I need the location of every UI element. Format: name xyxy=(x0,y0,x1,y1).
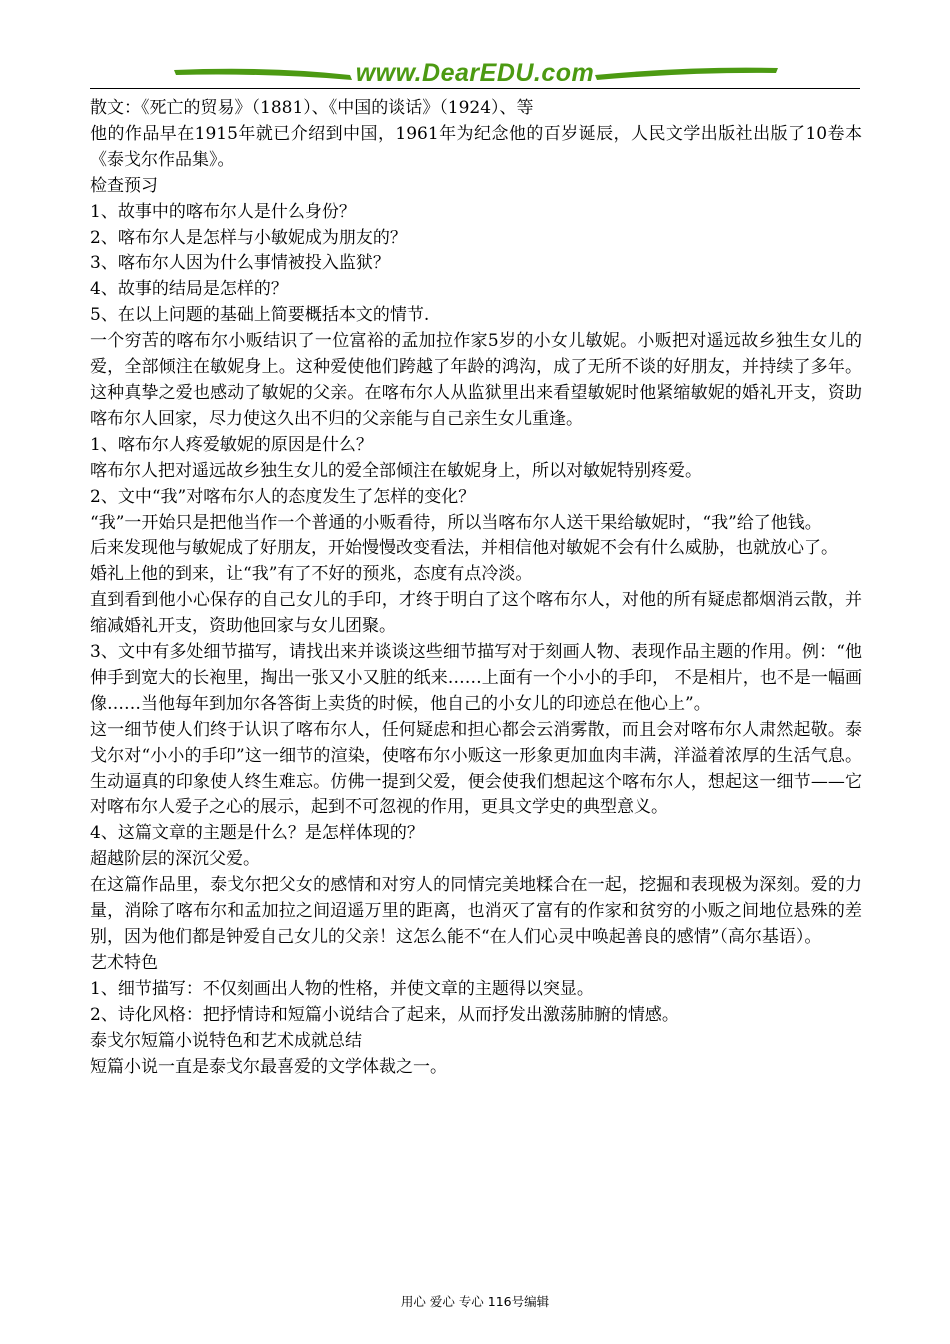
list-item: 2、诗化风格：把抒情诗和短篇小说结合了起来，从而抒发出激荡肺腑的情感。 xyxy=(90,1004,679,1025)
document-body xyxy=(90,96,862,1080)
question: 1、喀布尔人疼爱敏妮的原因是什么？ xyxy=(90,434,373,455)
question: 2、文中“我”对喀布尔人的态度发生了怎样的变化？ xyxy=(90,486,476,507)
question: 3、文中有多处细节描写，请找出来并谈谈这些细节描写对于刻画人物、表现作品主题的作用。例：“他伸手到宽大的长袍里，掏出一张又小又脏的纸来……上面有一个小小的手印， 不是相片，也不是一幅画像……当他每年到加尔各答街上卖货的时候，他自己的小女儿的印迹总在他心上”。 xyxy=(90,642,862,714)
list-item: 1、细节描写：不仅刻画出人物的性格，并使文章的主题得以突显。 xyxy=(90,978,594,999)
answer: 直到看到他小心保存的自己女儿的手印，才终于明白了这个喀布尔人，对他的所有疑虑都烟消云散，并缩减婚礼开支，资助他回家与女儿团聚。 xyxy=(90,590,862,637)
answer: 后来发现他与敏妮成了好朋友，开始慢慢改变看法，并相信他对敏妮不会有什么威胁，也就放心了。 xyxy=(90,538,838,559)
question: 1、故事中的喀布尔人是什么身份？ xyxy=(90,201,356,222)
section-heading: 艺术特色 xyxy=(90,952,158,973)
question: 4、这篇文章的主题是什么？是怎样体现的？ xyxy=(90,823,424,844)
site-header-logo xyxy=(90,56,860,92)
paragraph: 他的作品早在1915年就已介绍到中国，1961年为纪念他的百岁诞辰，人民文学出版社出版了10卷本《泰戈尔作品集》。 xyxy=(90,123,862,170)
answer: 超越阶层的深沉父爱。 xyxy=(90,849,260,870)
section-heading: 泰戈尔短篇小说特色和艺术成就总结 xyxy=(90,1030,362,1051)
paragraph: 散文：《死亡的贸易》（1881）、《中国的谈话》（1924）、等 xyxy=(90,98,534,118)
header-rule xyxy=(90,88,860,89)
question: 2、喀布尔人是怎样与小敏妮成为朋友的？ xyxy=(90,227,407,248)
answer: 婚礼上他的到来，让“我”有了不好的预兆，态度有点冷淡。 xyxy=(90,564,533,585)
answer: 喀布尔人把对遥远故乡独生女儿的爱全部倾注在敏妮身上，所以对敏妮特别疼爱。 xyxy=(90,460,702,481)
answer: “我”一开始只是把他当作一个普通的小贩看待，所以当喀布尔人送干果给敏妮时，“我”给了他钱。 xyxy=(90,512,822,533)
paragraph: 短篇小说一直是泰戈尔最喜爱的文学体裁之一。 xyxy=(90,1056,447,1077)
answer: 这一细节使人们终于认识了喀布尔人，任何疑虑和担心都会云消雾散，而且会对喀布尔人肃然起敬。泰戈尔对“小小的手印”这一细节的渲染，使喀布尔小贩这一形象更加血肉丰满，洋溢着浓厚的生活气息。生动逼真的印象使人终生难忘。仿佛一提到父爱，便会使我们想起这个喀布尔人，想起这一细节——它对喀布尔人爱子之心的展示，起到不可忽视的作用，更具文学史的典型意义。 xyxy=(90,719,862,818)
site-logo-text[interactable]: www.DearEDU.com xyxy=(355,59,595,87)
question: 5、在以上问题的基础上简要概括本文的情节. xyxy=(90,305,430,326)
section-heading: 检查预习 xyxy=(90,175,158,196)
question: 4、故事的结局是怎样的？ xyxy=(90,279,288,300)
paragraph: 一个穷苦的喀布尔小贩结识了一位富裕的孟加拉作家5岁的小女儿敏妮。小贩把对遥远故乡独生女儿的爱，全部倾注在敏妮身上。这种爱使他们跨越了年龄的鸿沟，成了无所不谈的好朋友，并持续了多年。这种真挚之爱也感动了敏妮的父亲。在喀布尔人从监狱里出来看望敏妮时他紧缩敏妮的婚礼开支，资助喀布尔人回家，尽力使这久出不归的父亲能与自己亲生女儿重逢。 xyxy=(90,331,862,429)
question: 3、喀布尔人因为什么事情被投入监狱？ xyxy=(90,253,390,274)
answer: 在这篇作品里，泰戈尔把父女的感情和对穷人的同情完美地糅合在一起，挖掘和表现极为深刻。爱的力量，消除了喀布尔和孟加拉之间迢遥万里的距离，也消灭了富有的作家和贫穷的小贩之间地位悬殊的差别，因为他们都是钟爱自己女儿的父亲！这怎么能不“在人们心灵中唤起善良的感情”（高尔基语）。 xyxy=(90,875,862,947)
page-footer: 用心 爱心 专心 116号编辑 xyxy=(400,1294,550,1309)
